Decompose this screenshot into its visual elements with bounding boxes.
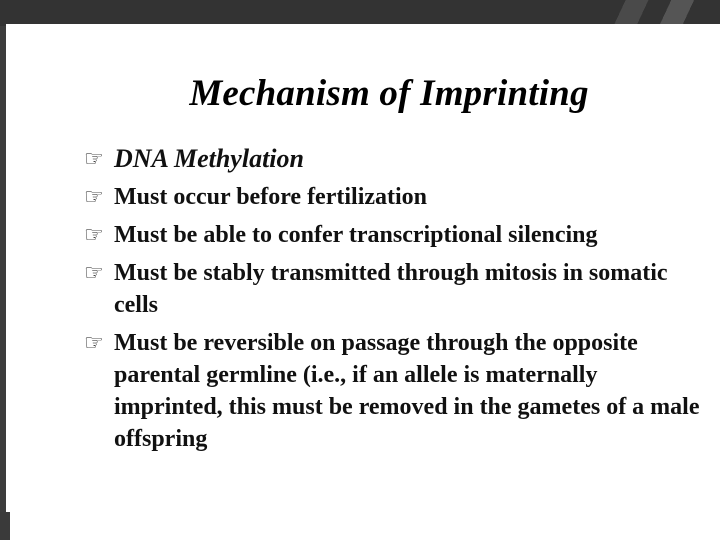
bullet-item	[84, 142, 704, 176]
top-dark-band	[0, 0, 720, 26]
bullet-text: Must be stably transmitted through mitosis in somatic cells	[114, 260, 668, 318]
bottom-white-strip	[10, 512, 720, 540]
slide-canvas	[6, 24, 720, 540]
bullet-text: Must be reversible on passage through the opposite parental germline (i.e., if an allele is maternally imprinted, this must be removed in the gametes of a male offspring	[114, 330, 700, 452]
bullet-list	[84, 142, 704, 461]
pointing-hand-icon: ☞	[84, 261, 104, 286]
pointing-hand-icon: ☞	[84, 147, 104, 172]
bullet-text: DNA Methylation	[114, 144, 304, 173]
bullet-item	[84, 257, 704, 321]
bullet-item	[84, 327, 704, 455]
bullet-item	[84, 219, 704, 251]
bullet-text: Must occur before fertilization	[114, 184, 428, 210]
pointing-hand-icon: ☞	[84, 185, 104, 210]
bullet-item	[84, 181, 704, 213]
slide-title: Mechanism of Imprinting	[189, 73, 589, 114]
pointing-hand-icon: ☞	[84, 331, 104, 356]
bullet-text: Must be able to confer transcriptional silencing	[114, 222, 598, 248]
pointing-hand-icon: ☞	[84, 223, 104, 248]
